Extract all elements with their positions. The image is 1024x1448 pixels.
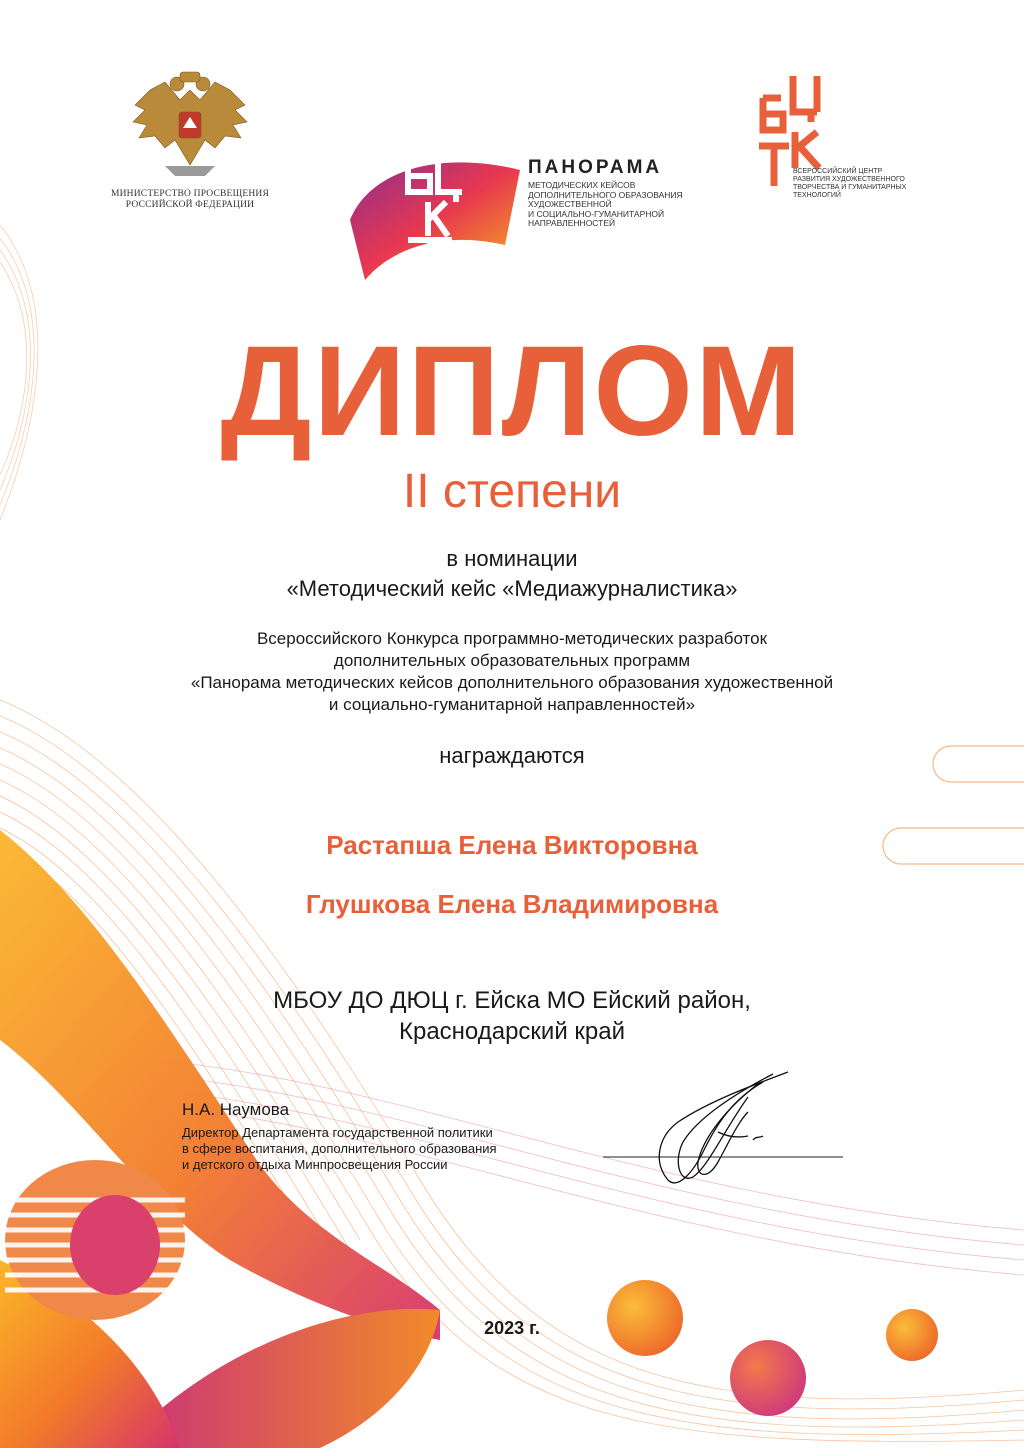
contest-line: «Панорама методических кейсов дополнительного образования художественной (190, 673, 834, 692)
contest-line: и социально-гуманитарной направленностей» (328, 695, 696, 714)
diploma-title: ДИПЛОМ (220, 320, 804, 463)
panorama-subtitle: МЕТОДИЧЕСКИХ КЕЙСОВ ДОПОЛНИТЕЛЬНОГО ОБРАЗОВАНИЯ ХУДОЖЕСТВЕННОЙ И СОЦИАЛЬНО-ГУМАНИТАРНОЙ НАПРАВЛЕННОСТЕЙ (528, 180, 683, 228)
organization-line: Краснодарский край (398, 1018, 626, 1045)
double-headed-eagle-icon (125, 70, 255, 185)
panorama-logo (330, 130, 530, 295)
nomination-lead: в номинации (446, 546, 578, 571)
diploma-degree: II степени (402, 465, 622, 518)
signer-position: Директор Департамента государственной политики в сфере воспитания, дополнительного образования и детского отдыха Минпросвещения России (182, 1125, 497, 1172)
recipient-name: Растапша Елена Викторовна (326, 830, 698, 860)
ministry-logo (105, 70, 275, 211)
panorama-logo-text (528, 157, 718, 229)
recipient-name: Глушкова Елена Владимировна (305, 889, 719, 919)
signer-block (182, 1099, 582, 1173)
organization (0, 985, 1024, 1047)
contest-line: Всероссийского Конкурса программно-методических разработок (256, 629, 768, 648)
contest-description (112, 628, 912, 716)
nomination-name: «Методический кейс «Медиажурналистика» (286, 576, 738, 601)
vcrht-text: ВСЕРОССИЙСКИЙ ЦЕНТР РАЗВИТИЯ ХУДОЖЕСТВЕННОГО ТВОРЧЕСТВА И ГУМАНИТАРНЫХ ТЕХНОЛОГИЙ (793, 168, 907, 199)
organization-line: МБОУ ДО ДЮЦ г. Ейска МО Ейский район, (273, 987, 751, 1014)
signer-name: Н.А. Наумова (182, 1100, 290, 1119)
ministry-name: МИНИСТЕРСТВО ПРОСВЕЩЕНИЯ РОССИЙСКОЙ ФЕДЕРАЦИИ (110, 189, 270, 210)
signature (598, 1062, 848, 1202)
year: 2023 г. (484, 1318, 540, 1338)
contest-line: дополнительных образовательных программ (333, 651, 691, 670)
awarded-label: награждаются (439, 743, 585, 768)
panorama-title: ПАНОРАМА (528, 157, 663, 178)
